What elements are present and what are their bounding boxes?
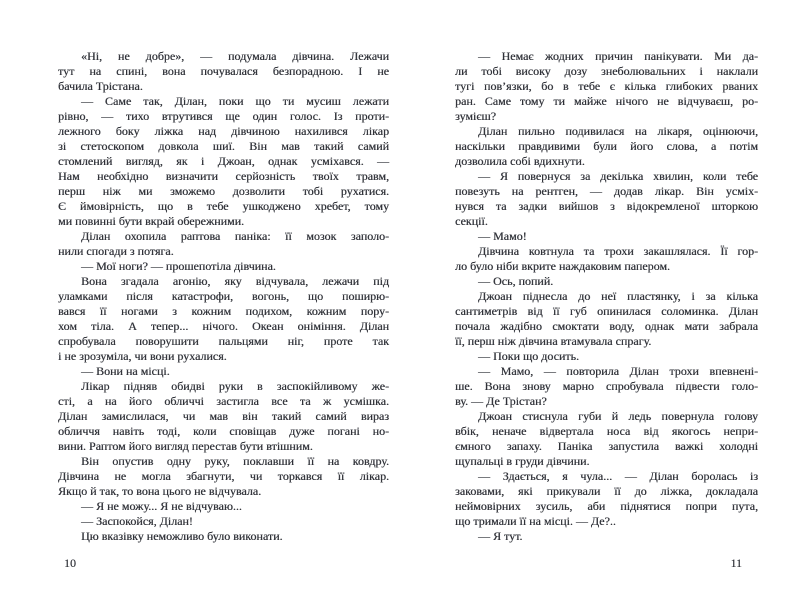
paragraph bbox=[455, 469, 758, 529]
text-line: дозволила собі вдихнути. bbox=[455, 154, 585, 168]
text-line: щупальці в груди дівчини. bbox=[455, 454, 590, 468]
paragraph bbox=[455, 289, 758, 349]
paragraph bbox=[58, 229, 389, 259]
paragraph bbox=[58, 364, 389, 379]
text-line: Він опустив одну руку, поклавши її на ковдру. bbox=[81, 454, 389, 468]
paragraph bbox=[58, 49, 389, 94]
text-line: — Вони на місці. bbox=[81, 364, 170, 378]
text-line: рівно, — тихо втрутився ще один голос. Із проти- bbox=[58, 109, 389, 123]
paragraph bbox=[58, 454, 389, 499]
text-line: Дівчина не могла збагнути, чи торкався її лікар. bbox=[58, 469, 389, 483]
text-line: уламками після катастрофи, вогонь, що поширю- bbox=[58, 289, 389, 303]
text-line: Якщо й так, то вона цього не відчувала. bbox=[58, 484, 262, 498]
text-line: — Саме так, Ділан, поки що ти мусиш лежати bbox=[81, 94, 389, 108]
text-line: ємного запаху. Паніка запустила важкі холодні bbox=[455, 439, 758, 453]
text-line: — Поки що досить. bbox=[478, 349, 580, 363]
text-line: ше. Вона знову марно спробувала підвести голо- bbox=[455, 379, 758, 393]
text-line: «Ні, не добре», — подумала дівчина. Лежачи bbox=[81, 49, 389, 63]
paragraph bbox=[58, 274, 389, 364]
page-number-right: 11 bbox=[730, 556, 742, 570]
text-line: обличчя навіть тоді, коли сповіщав дуже погані но- bbox=[58, 424, 389, 438]
paragraph bbox=[58, 379, 389, 454]
text-line: — Немає жодних причин панікувати. Ми да- bbox=[478, 49, 758, 63]
text-line: заковами, які прикували її до ліжка, докладала bbox=[455, 484, 758, 498]
paragraph bbox=[58, 499, 389, 514]
page-left-text bbox=[58, 49, 389, 544]
text-line: неймовірних зусиль, аби піднятися попри пута, bbox=[455, 499, 758, 513]
text-line: — Я тут. bbox=[478, 529, 523, 543]
text-line: — Ось, попий. bbox=[478, 274, 554, 288]
paragraph bbox=[455, 169, 758, 229]
text-line: наскільки правдивими були його слова, а потім bbox=[455, 139, 758, 153]
text-line: вався її ногами з кожним подихом, кожним пору- bbox=[58, 304, 389, 318]
text-line: зі стетоскопом довкола шиї. Він мав такий самий bbox=[58, 139, 389, 153]
text-line: Є ймовірність, що в тебе ушкоджено хребет, тому bbox=[58, 199, 389, 213]
text-line: ло було ніби вкрите наждаковим папером. bbox=[455, 259, 670, 273]
text-line: секції. bbox=[455, 214, 488, 228]
text-line: Дівчина ковтнула та трохи закашлялася. Її гор- bbox=[478, 244, 758, 258]
text-line: ран. Саме тому ти майже нічого не відчуваєш, ро- bbox=[455, 94, 758, 108]
paragraph bbox=[455, 274, 758, 289]
text-line: — Мамо! bbox=[478, 229, 527, 243]
text-line: Ділан замислилася, чи мав він такий самий вираз bbox=[58, 409, 389, 423]
text-line: ми повинні бути вкрай обережними. bbox=[58, 214, 245, 228]
text-line: почала жадібно смоктати воду, однак мати забрала bbox=[455, 319, 758, 333]
paragraph bbox=[455, 364, 758, 409]
text-line: бачила Трістана. bbox=[58, 79, 143, 93]
text-line: — Я не можу... Я не відчуваю... bbox=[81, 499, 242, 513]
text-line: нили спогади з потяга. bbox=[58, 244, 174, 258]
paragraph bbox=[455, 409, 758, 469]
text-line: стомлений вигляд, як і Джоан, однак усміхався. — bbox=[58, 154, 389, 168]
text-line: нувся та задки вийшов з відокремленої шторкою bbox=[455, 199, 758, 213]
text-line: спробувала поворушити пальцями ніг, проте так bbox=[58, 334, 389, 348]
text-line: вини. Раптом його вигляд перестав бути втішним. bbox=[58, 439, 313, 453]
text-line: зумієш? bbox=[455, 109, 496, 123]
text-line: Ділан пильно подивилася на лікаря, оцінюючи, bbox=[478, 124, 758, 138]
text-line: ву. — Де Трістан? bbox=[455, 394, 547, 408]
text-line: ли тобі високу дозу знеболювальних і наклали bbox=[455, 64, 758, 78]
paragraph bbox=[58, 94, 389, 229]
text-line: перш ніж ми зможемо дозволити тобі рухатися. bbox=[58, 184, 389, 198]
text-line: Джоан стиснула губи й ледь повернула голову bbox=[478, 409, 758, 423]
text-line: — Мої ноги? — прошепотіла дівчина. bbox=[81, 259, 276, 273]
text-line: — Я повернуся за декілька хвилин, коли тебе bbox=[478, 169, 758, 183]
text-line: що тримали її на місці. — Де?.. bbox=[455, 514, 616, 528]
text-line: її, перш ніж дівчина втамувала спрагу. bbox=[455, 334, 652, 348]
paragraph bbox=[455, 529, 758, 544]
text-line: лежного боку ліжка над дівчиною нахилився лікар bbox=[58, 124, 389, 138]
text-line: Цю вказівку неможливо було виконати. bbox=[81, 529, 283, 543]
text-line: хом тіла. А тепер... нічого. Океан оніміння. Ділан bbox=[58, 319, 389, 333]
page-right-text bbox=[455, 49, 758, 544]
text-line: — Мамо, — повторила Ділан трохи впевнені- bbox=[478, 364, 758, 378]
paragraph bbox=[58, 529, 389, 544]
text-line: тугі пов’язки, бо в тебе є кілька глибоких рваних bbox=[455, 79, 758, 93]
text-line: Вона згадала агонію, яку відчувала, лежачи під bbox=[81, 274, 389, 288]
paragraph bbox=[455, 124, 758, 169]
text-line: — Заспокойся, Ділан! bbox=[81, 514, 193, 528]
text-line: і не зрозуміла, чи вони рухалися. bbox=[58, 349, 227, 363]
text-line: тут на спині, вона почувалася безпорадною. І не bbox=[58, 64, 389, 78]
paragraph bbox=[58, 259, 389, 274]
paragraph bbox=[58, 514, 389, 529]
text-line: Нам необхідно визначити серйозність твоїх травм, bbox=[58, 169, 389, 183]
paragraph bbox=[455, 244, 758, 274]
paragraph bbox=[455, 349, 758, 364]
text-line: Ділан охопила раптова паніка: її мозок заполо- bbox=[81, 229, 389, 243]
text-line: сті, а на його обличчі застигла все та ж усмішка. bbox=[58, 394, 389, 408]
text-line: сантиметрів від її губ опинилася соломинка. Ділан bbox=[455, 304, 758, 318]
text-line: повезуть на рентген, — додав лікар. Він усміх- bbox=[455, 184, 758, 198]
text-line: Джоан піднесла до неї пластянку, і за кілька bbox=[478, 289, 758, 303]
paragraph bbox=[455, 49, 758, 124]
text-line: Лікар підняв обидві руки в заспокійливому же- bbox=[81, 379, 389, 393]
text-line: — Здається, я чула... — Ділан боролась із bbox=[478, 469, 758, 483]
text-line: вбік, неначе відвертала носа від якогось непри- bbox=[455, 424, 758, 438]
paragraph bbox=[455, 229, 758, 244]
page-number-left: 10 bbox=[64, 556, 76, 570]
